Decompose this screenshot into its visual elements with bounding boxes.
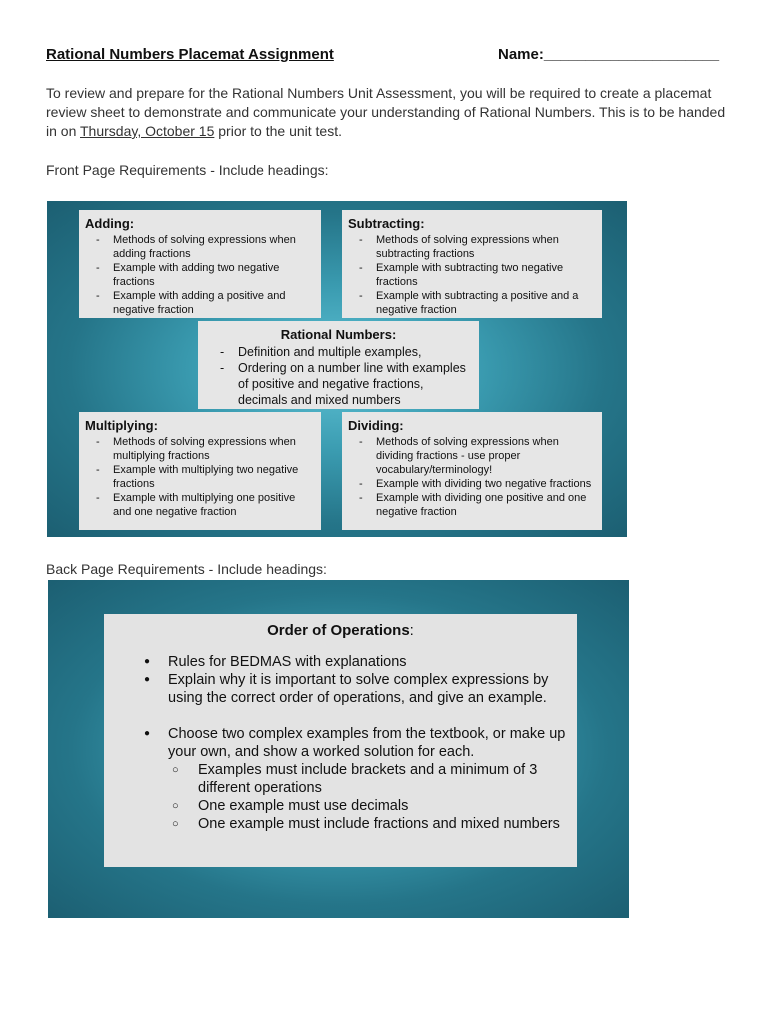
list-item: - Example with multiplying one positive and one negative fraction [85, 491, 315, 519]
list-item: - Definition and multiple examples, [204, 344, 473, 360]
list-item: - Example with multiplying two negative fractions [85, 463, 315, 491]
list-item: - Example with subtracting two negative fractions [348, 261, 596, 289]
multiplying-heading: Multiplying: [85, 418, 158, 433]
list-item: - Example with dividing two negative fractions [348, 477, 596, 491]
heading-text: Order of Operations [267, 622, 410, 639]
sub-list-item: ○ One example must use decimals [168, 797, 567, 815]
rational-numbers-heading: Rational Numbers: [280, 327, 397, 342]
sub-list-item: ○ Examples must include brackets and a minimum of 3 different operations [168, 761, 567, 797]
dividing-heading: Dividing: [348, 418, 404, 433]
due-date: Thursday, October 15 [80, 123, 215, 139]
list-item: ● Explain why it is important to solve complex expressions by using the correct order of operations, and give an example. [104, 671, 577, 707]
list-item: - Methods of solving expressions when subtracting fractions [348, 233, 596, 261]
list-item: - Methods of solving expressions when adding fractions [85, 233, 315, 261]
heading-colon: : [409, 622, 414, 639]
dividing-box [342, 412, 602, 530]
list-item: - Example with adding a positive and negative fraction [85, 289, 315, 317]
rational-numbers-box [198, 321, 479, 409]
intro-paragraph [46, 84, 736, 141]
intro-text-end: prior to the unit test. [214, 123, 342, 139]
back-page-label: Back Page Requirements - Include headings: [46, 561, 327, 577]
multiplying-box [79, 412, 321, 530]
subtracting-heading: Subtracting: [348, 216, 425, 231]
list-item: ● Rules for BEDMAS with explanations [104, 653, 577, 671]
list-item: - Example with dividing one positive and one negative fraction [348, 491, 596, 519]
subtracting-box [342, 210, 602, 318]
list-item-text: Choose two complex examples from the textbook, or make up your own, and show a worked solution for each. [168, 726, 566, 760]
list-item: - Ordering on a number line with examples of positive and negative fractions, decimals and mixed numbers [204, 360, 473, 408]
list-item: - Example with subtracting a positive and a negative fraction [348, 289, 596, 317]
sub-list-item: ○ One example must include fractions and mixed numbers [168, 815, 567, 833]
list-item: - Methods of solving expressions when multiplying fractions [85, 435, 315, 463]
list-item: - Methods of solving expressions when dividing fractions - use proper vocabulary/terminology! [348, 435, 596, 477]
front-page-label: Front Page Requirements - Include headings: [46, 162, 329, 178]
adding-box [79, 210, 321, 318]
order-of-operations-box [104, 614, 577, 867]
front-placemat-image [47, 201, 627, 537]
intro-text: To review and prepare for the Rational Numbers Unit Assessment, you will be required to create a placemat review sheet to demonstrate and communicate your understanding of Rational Numbers. This is to be handed in on [46, 85, 726, 139]
name-field: Name:_____________________ [498, 46, 720, 63]
document-title: Rational Numbers Placemat Assignment [46, 46, 334, 63]
adding-heading: Adding: [85, 216, 135, 231]
list-item [104, 725, 577, 833]
list-item: - Example with adding two negative fractions [85, 261, 315, 289]
order-of-operations-heading [104, 622, 577, 639]
back-placemat-image [48, 580, 629, 918]
title-row [46, 46, 726, 66]
